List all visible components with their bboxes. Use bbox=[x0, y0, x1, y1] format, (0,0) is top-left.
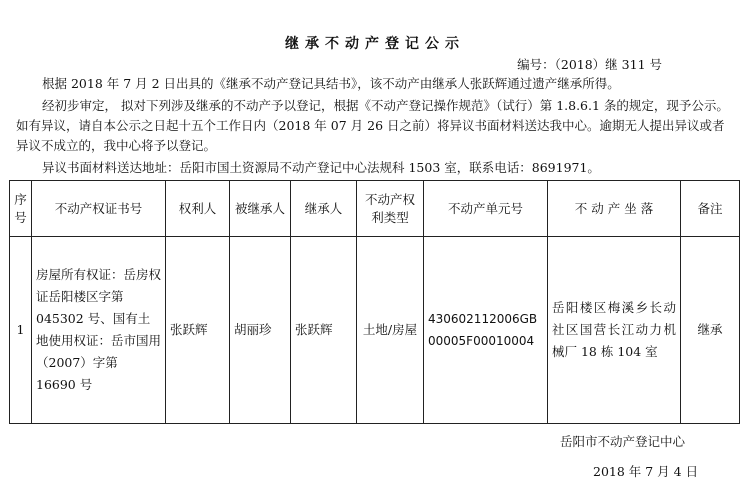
paragraph-objection-address: 异议书面材料送达地址：岳阳市国土资源局不动产登记中心法规科 1503 室，联系电话：8691971。 bbox=[42, 160, 600, 175]
cell-serial: 1 bbox=[10, 237, 32, 424]
issue-date: 2018 年 7 月 4 日 bbox=[593, 464, 699, 479]
cell-decedent: 胡丽珍 bbox=[230, 237, 291, 424]
registration-table bbox=[9, 180, 740, 424]
page-title: 继承不动产登记公示 bbox=[285, 36, 465, 52]
table-header-row bbox=[10, 181, 740, 237]
header-right-type: 不动产权利类型 bbox=[357, 181, 424, 237]
cell-remark: 继承 bbox=[681, 237, 740, 424]
document-number: 编号：（2018）继 311 号 bbox=[517, 57, 662, 72]
cell-location: 岳阳楼区梅溪乡长动社区国营长江动力机械厂 18 栋 104 室 bbox=[548, 237, 681, 424]
cell-heir: 张跃辉 bbox=[291, 237, 357, 424]
header-decedent: 被继承人 bbox=[230, 181, 291, 237]
cell-right-type: 土地/房屋 bbox=[357, 237, 424, 424]
issuing-organization: 岳阳市不动产登记中心 bbox=[560, 434, 686, 449]
header-serial: 序号 bbox=[10, 181, 32, 237]
cell-cert-number: 房屋所有权证：岳房权证岳阳楼区字第 045302 号、国有土地使用权证：岳市国用（2007）字第 16690 号 bbox=[32, 237, 166, 424]
cell-right-holder: 张跃辉 bbox=[166, 237, 230, 424]
header-right-holder: 权利人 bbox=[166, 181, 230, 237]
header-location: 不 动 产 坐 落 bbox=[548, 181, 681, 237]
paragraph-review: 经初步审定， 拟对下列涉及继承的不动产予以登记，根据《不动产登记操作规范》（试行）第 1.8.6.1 条的规定，现予公示。如有异议，请自本公示之日起十五个工作日内（2018 年 07 月 26 日之前）将异议书面材料送达我中心。逾期无人提出异议或者异议不成立的，我中心将予以登记。 bbox=[16, 98, 729, 153]
table-row bbox=[10, 237, 740, 424]
header-remark: 备注 bbox=[681, 181, 740, 237]
header-heir: 继承人 bbox=[291, 181, 357, 237]
paragraph-intro: 根据 2018 年 7 月 2 日出具的《继承不动产登记具结书》，该不动产由继承人张跃辉通过遗产继承所得。 bbox=[42, 76, 620, 91]
cell-unit-number: 430602112006GB00005F00010004 bbox=[424, 237, 548, 424]
header-unit-number: 不动产单元号 bbox=[424, 181, 548, 237]
header-cert-number: 不动产权证书号 bbox=[32, 181, 166, 237]
